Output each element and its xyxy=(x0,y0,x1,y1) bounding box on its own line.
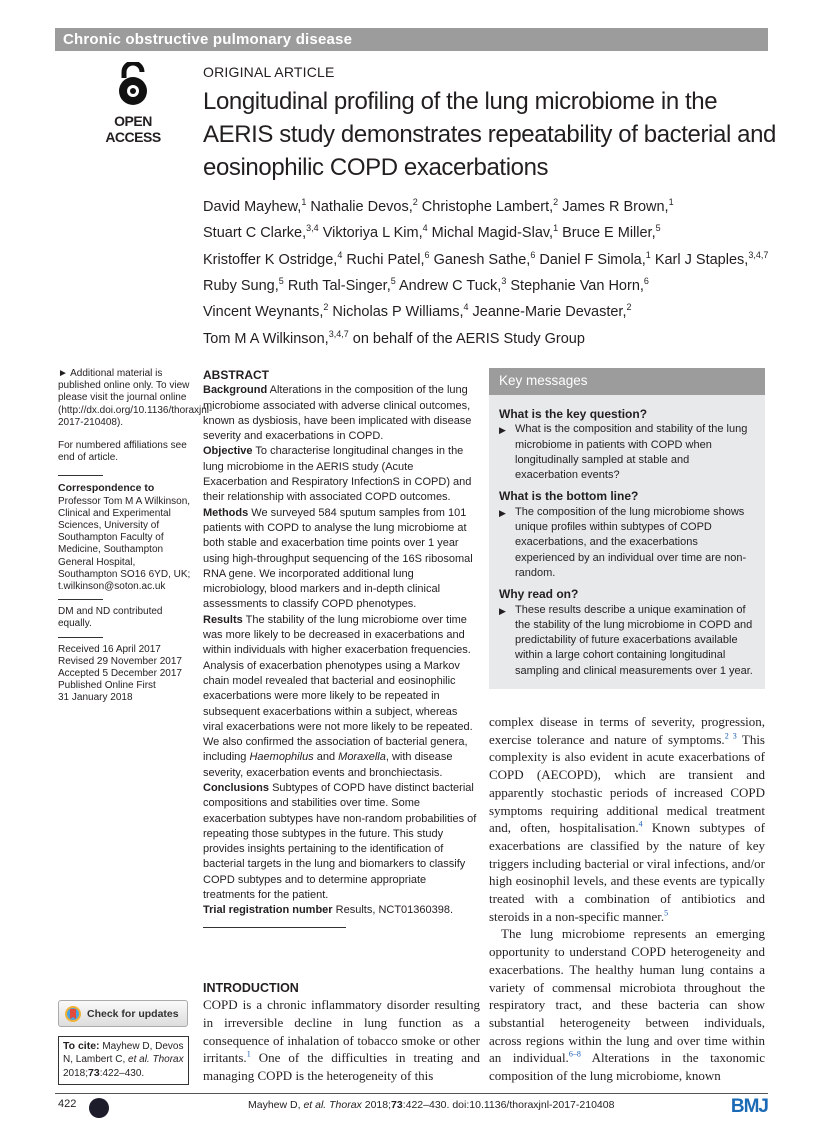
check-for-updates-button[interactable] xyxy=(58,1000,188,1027)
author: Nicholas P Williams, xyxy=(332,304,464,321)
article-header xyxy=(203,0,793,350)
divider xyxy=(58,475,103,476)
key-messages-title: Key messages xyxy=(489,368,765,395)
footer-citation: Mayhew D, et al. Thorax 2018;73:422–430. doi:10.1136/thoraxjnl-2017-210408 xyxy=(248,1098,615,1111)
published-date: 31 January 2018 xyxy=(58,692,133,704)
open-lock-icon xyxy=(110,62,156,106)
introduction-section xyxy=(203,980,480,1085)
correspondence-heading: Correspondence to xyxy=(58,482,155,495)
author-line xyxy=(203,324,793,350)
additional-material-note: ► Additional material is published online only. To view please visit the journal online (http://dx.doi.org/10.1136/thoraxjnl-2017-210408). xyxy=(58,367,213,428)
author: Daniel F Simola, xyxy=(539,251,646,268)
author-affiliation: 1 xyxy=(645,249,651,260)
reference-link[interactable]: 5 xyxy=(664,908,669,918)
cite-journal: Thorax xyxy=(152,1054,184,1066)
received-date: Received 16 April 2017 xyxy=(58,643,161,655)
abstract-section-label: Background xyxy=(203,384,268,397)
abstract-end-rule xyxy=(203,927,346,928)
author-line xyxy=(203,245,793,271)
author-affiliation: 1 xyxy=(668,197,674,207)
correspondence-address: Professor Tom M A Wilkinson, Clinical and Experimental Sciences, University of Southampton Faculty of Medicine, Southampton General Hospital, Southampton SO16 6YD, UK; xyxy=(58,495,191,580)
revised-date: Revised 29 November 2017 xyxy=(58,655,182,667)
cite-year: 2018; xyxy=(63,1067,89,1079)
abstract-section xyxy=(203,613,480,781)
author-affiliation: 2 xyxy=(412,197,418,207)
divider xyxy=(58,599,103,600)
author-affiliation: 3,4,7 xyxy=(328,328,349,339)
author-line xyxy=(203,218,793,244)
author-affiliation: 6 xyxy=(643,275,649,286)
paragraph: COPD is a chronic inflammatory disorder resulting in irreversible decline in lung function as a consequence of inhalation of tobacco smoke or other irritants.$^1$ One of the difficulties in treating and managing COPD is the heterogeneity of this xyxy=(203,997,480,1084)
abstract-section-text: Results, NCT01360398. xyxy=(335,904,454,917)
key-answer: What is the composition and stability of the lung microbiome in patients with COPD when longitudinally sampled at stable and exacerbation events? xyxy=(515,423,748,482)
bmj-logo: BMJ xyxy=(730,1095,768,1117)
abstract-section-label: Objective xyxy=(203,445,253,458)
abstract xyxy=(203,368,480,919)
author-affiliation: 1 xyxy=(553,223,559,234)
abstract-section-text: We surveyed 584 sputum samples from 101 patients with COPD to analyse the lung microbiome at both stable and exacerbation time points over 1 year using high-throughput sequencing of the 16S ribosomal RNA gene. We incorporated additional lung microbiology, blood markers and in-depth clinical assessments to classify COPD phenotypes. xyxy=(203,506,473,611)
author-affiliation: 3,4 xyxy=(306,223,319,234)
article-type: ORIGINAL ARTICLE xyxy=(203,64,335,80)
sidebar-bottom xyxy=(58,980,194,1084)
equal-contribution-note: DM and ND contributed equally. xyxy=(58,606,163,630)
triangle-bullet-icon: ▶ xyxy=(499,507,506,518)
author-affiliation: 5 xyxy=(390,275,396,286)
author: Karl J Staples, xyxy=(654,251,749,268)
author-affiliation: 1 xyxy=(301,197,307,207)
correspondence xyxy=(58,482,194,593)
authors-suffix: on behalf of the AERIS Study Group xyxy=(352,330,585,347)
abstract-heading: ABSTRACT xyxy=(203,367,269,382)
key-answer-item xyxy=(499,422,755,483)
abstract-section xyxy=(203,506,480,613)
right-column xyxy=(489,368,765,1085)
cite-etal: et al. xyxy=(128,1054,150,1066)
author: Jeanne-Marie Devaster, xyxy=(472,304,627,321)
author: David Mayhew, xyxy=(203,198,302,215)
middle-column xyxy=(203,368,480,1085)
author-affiliation: 6 xyxy=(424,249,430,260)
cite-label: To cite: xyxy=(63,1040,100,1053)
author-affiliation: 3 xyxy=(501,275,507,286)
published-label: Published Online First xyxy=(58,680,156,692)
author-line xyxy=(203,271,793,297)
key-question: Why read on? xyxy=(499,587,579,602)
body-right-column xyxy=(489,713,765,1085)
author-line xyxy=(203,192,793,218)
abstract-section xyxy=(203,903,480,918)
author: Stephanie Van Horn, xyxy=(510,277,644,294)
sidebar-notes xyxy=(58,367,213,1085)
introduction-heading: INTRODUCTION xyxy=(203,981,299,996)
abstract-section-label: Conclusions xyxy=(203,781,270,794)
check-for-updates-label: Check for updates xyxy=(87,1007,179,1020)
author: Viktoriya L Kim, xyxy=(322,225,423,242)
author: Bruce E Miller, xyxy=(562,225,656,242)
author-affiliation: 5 xyxy=(278,275,284,286)
key-answer-item xyxy=(499,505,755,581)
correspondence-email[interactable]: t.wilkinson@soton.ac.uk xyxy=(58,581,166,593)
abstract-section-label: Results xyxy=(203,613,243,626)
key-messages-box xyxy=(489,368,765,689)
author: Christophe Lambert, xyxy=(421,198,554,215)
abstract-section xyxy=(203,383,480,444)
author-affiliation: 2 xyxy=(626,302,632,313)
abstract-section-text: To characterise longitudinal changes in the lung microbiome in the AERIS study (Acute Exacerbation and Respiratory InfectionS in COPD) and their relationship with associated COPD outcomes. xyxy=(203,445,472,504)
author-affiliation: 5 xyxy=(655,223,661,234)
section-header-bar: Chronic obstructive pulmonary disease xyxy=(55,28,768,51)
bookmark-badge-icon xyxy=(64,1005,82,1023)
key-question: What is the key question? xyxy=(499,406,648,421)
author-affiliation: 4 xyxy=(422,223,428,234)
divider xyxy=(58,637,103,638)
author: Ruth Tal-Singer, xyxy=(287,277,391,294)
abstract-section xyxy=(203,781,480,903)
author: Ruby Sung, xyxy=(203,277,279,294)
cite-volume: 73 xyxy=(88,1066,100,1079)
abstract-section xyxy=(203,444,480,505)
triangle-bullet-icon: ▶ xyxy=(499,605,506,616)
reference-link[interactable]: 4 xyxy=(638,819,643,829)
key-answer: These results describe a unique examination of the stability of the lung microbiome in COPD and predictability of future exacerbations available within a large cohort containing longitudinal sampling and clinical measurements over 1 year. xyxy=(515,603,753,677)
reference-link[interactable]: 6–8 xyxy=(568,1050,581,1060)
key-question: What is the bottom line? xyxy=(499,489,639,504)
cite-pages: :422–430. xyxy=(99,1067,145,1079)
author-line xyxy=(203,297,793,323)
abstract-section-text: The stability of the lung microbiome over time was more likely to be decreased in exacerbations and within individuals with higher exacerbation frequencies. Analysis of exacerbation phenotypes using a Markov chain model revealed that bacterial and eosinophilic exacerbations were more likely to be repeated in subsequent exacerbations within a subject, whereas viral exacerbations were not more likely to be repeated. We also confirmed the association of bacterial genera, including Haemophilus and Moraxella, with disease severity, exacerbation events and bronchiectasis. xyxy=(203,613,473,779)
author: Tom M A Wilkinson, xyxy=(203,330,329,347)
author: Ruchi Patel, xyxy=(346,251,425,268)
key-answer: The composition of the lung microbiome shows unique profiles within subtypes of COPD exacerbations, and the exacerbations experienced by an individual over time are non-random. xyxy=(515,505,747,579)
author: Stuart C Clarke, xyxy=(203,225,307,242)
author-affiliation: 4 xyxy=(463,302,469,313)
abstract-section-text: Subtypes of COPD have distinct bacterial compositions and stabilities over time. Some exacerbation subtypes have non-random probabilities of repeating those subtypes in the future. This study provides insights pertaining to the identification of bacterial targets in the lung and biomarkers to classify COPD subtypes and to determine appropriate treatments for the patient. xyxy=(203,781,477,902)
accepted-date: Accepted 5 December 2017 xyxy=(58,668,182,680)
reference-link[interactable]: 2 3 xyxy=(724,731,737,741)
author: Michal Magid-Slav, xyxy=(431,225,554,242)
author-affiliation: 2 xyxy=(323,302,329,313)
citation-box xyxy=(58,1036,189,1084)
open-access-label: OPEN ACCESS xyxy=(105,113,161,145)
affiliations-note: For numbered affiliations see end of article. xyxy=(58,439,187,464)
page-number: 422 xyxy=(58,1097,77,1110)
author-affiliation: 6 xyxy=(530,249,536,260)
abstract-section-text: Alterations in the composition of the lung microbiome associated with adverse clinical outcomes, known as dysbiosis, have been implicated with disease severity and exacerbations in COPD. xyxy=(203,384,472,443)
author: Andrew C Tuck, xyxy=(398,277,502,294)
author: Ganesh Sathe, xyxy=(433,251,531,268)
article-title: Longitudinal profiling of the lung microbiome in the AERIS study demonstrates repeatability of bacterial and eosinophilic COPD exacerbations xyxy=(203,88,776,181)
author: Vincent Weynants, xyxy=(203,304,324,321)
open-access-logo xyxy=(88,62,178,145)
page-footer xyxy=(55,1093,768,1133)
abstract-section-label: Trial registration number xyxy=(203,904,333,917)
cite-text: Mayhew D, Devos N, Lambert C, xyxy=(63,1041,184,1066)
author: Nathalie Devos, xyxy=(310,198,413,215)
author-affiliation: 3,4,7 xyxy=(748,249,769,260)
triangle-bullet-icon: ▶ xyxy=(499,425,506,436)
author-affiliation: 4 xyxy=(337,249,343,260)
reference-link[interactable]: 1 xyxy=(246,1050,251,1060)
paragraph: complex disease in terms of severity, progression, exercise tolerance and nature of symptoms.$^{2 3}$ This complexity is also evident in acute exacerbations of COPD (AECOPD), which are transient and apparently stochastic periods of increased COPD symptoms requiring additional medical treatment and, often, hospitalisation.$^4$ Known subtypes of exacerbations are classified by the nature of key triggers including bacterial or viral infections, and/or high eosinophil levels, and these events are typically treated with a combination of antibiotics and steroids in a non-specific manner.$^5$ xyxy=(489,714,765,924)
author-list xyxy=(203,192,793,350)
author: James R Brown, xyxy=(562,198,669,215)
paragraph: The lung microbiome represents an emerging opportunity to understand COPD heterogeneity and exacerbations. The healthy human lung contains a variety of commensal microbiota throughout the respiratory tract, and these bacteria can show substantial heterogeneity between individuals, across regions within the lung and over time within an individual.$^{6-8}$ Alterations in the taxonomic composition of the lung microbiome, known xyxy=(489,926,765,1084)
author: Kristoffer K Ostridge, xyxy=(203,251,338,268)
society-emblem-icon xyxy=(89,1098,109,1118)
key-answer-item xyxy=(499,603,755,679)
author-affiliation: 2 xyxy=(553,197,559,207)
main-columns xyxy=(58,368,827,1085)
abstract-section-label: Methods xyxy=(203,506,249,519)
